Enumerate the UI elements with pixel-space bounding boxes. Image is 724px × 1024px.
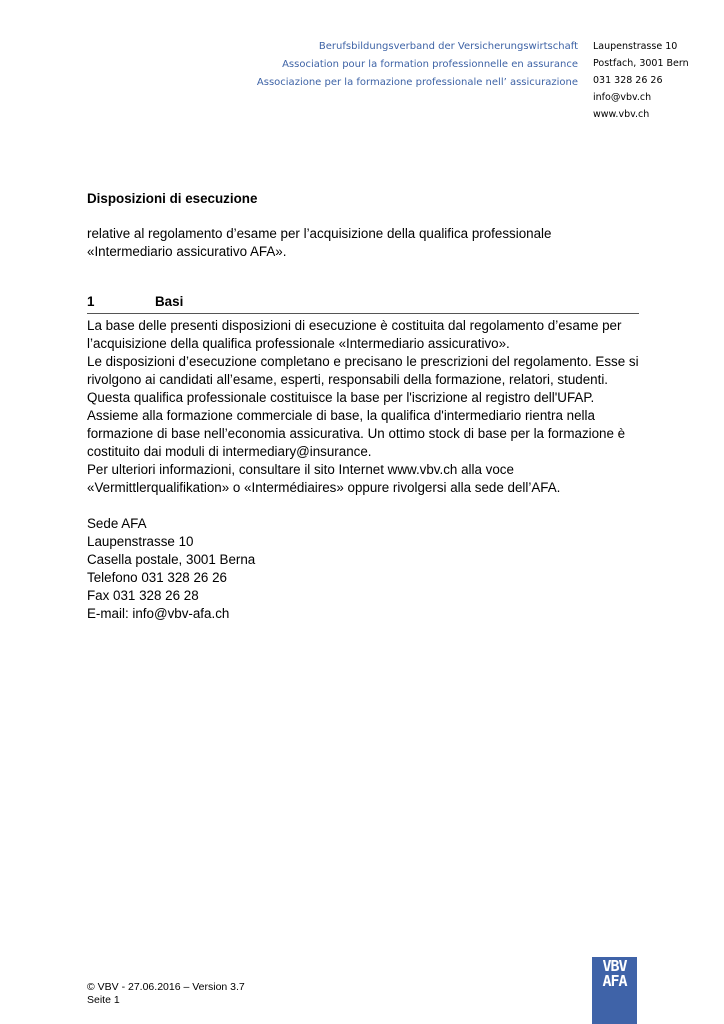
subtitle-line: «Intermediario assicurativo AFA».	[87, 244, 287, 259]
contact-website: www.vbv.ch	[593, 109, 650, 120]
contact-info	[593, 38, 689, 123]
section-number: 1	[87, 294, 95, 309]
section-heading	[87, 293, 639, 314]
paragraph	[87, 353, 639, 389]
office-fax: Fax 031 328 26 28	[87, 588, 199, 603]
document-body	[87, 190, 639, 623]
paragraph-line: La base delle presenti disposizioni di esecuzione è costituita dal regolamento d’esame per	[87, 318, 622, 333]
paragraph	[87, 461, 639, 497]
paragraph-line: Le disposizioni d’esecuzione completano e precisano le prescrizioni del regolamento. Esse si	[87, 354, 639, 369]
organization-names	[257, 38, 578, 92]
paragraph-line: formazione di base nell’economia assicurativa. Un ottimo stock di base per la formazione è	[87, 426, 626, 441]
office-street: Laupenstrasse 10	[87, 534, 194, 549]
paragraph-line: Per ulteriori informazioni, consultare il sito Internet www.vbv.ch alla voce	[87, 462, 514, 477]
office-phone: Telefono 031 328 26 26	[87, 570, 227, 585]
paragraph-line: costituito dai moduli di intermediary@insurance.	[87, 444, 372, 459]
paragraph-line: Questa qualifica professionale costituisce la base per l'iscrizione al registro dell'UFAP.	[87, 390, 595, 405]
section-title: Basi	[155, 294, 184, 309]
contact-street: Laupenstrasse 10	[593, 41, 678, 52]
office-email: E-mail: info@vbv-afa.ch	[87, 606, 230, 621]
paragraph-line: Assieme alla formazione commerciale di base, la qualifica d'intermediario rientra nella	[87, 408, 595, 423]
subtitle-line: relative al regolamento d’esame per l’acquisizione della qualifica professionale	[87, 226, 552, 241]
document-title: Disposizioni di esecuzione	[87, 191, 258, 206]
office-postbox: Casella postale, 3001 Berna	[87, 552, 256, 567]
org-name-de: Berufsbildungsverband der Versicherungswirtschaft	[318, 41, 578, 52]
footer-version: © VBV - 27.06.2016 – Version 3.7	[87, 981, 245, 993]
paragraph-line: rivolgono ai candidati all’esame, esperti, responsabili della formazione, relatori, studenti.	[87, 372, 609, 387]
contact-email: info@vbv.ch	[593, 92, 652, 103]
paragraph	[87, 389, 639, 461]
document-subtitle	[87, 225, 639, 261]
logo-text-afa: AFA	[602, 972, 627, 990]
office-name: Sede AFA	[87, 516, 147, 531]
footer-page-number: Seite 1	[87, 994, 120, 1006]
office-address	[87, 515, 639, 623]
contact-phone: 031 328 26 26	[593, 75, 663, 86]
vbv-afa-logo	[592, 957, 637, 1024]
org-name-it: Associazione per la formazione professionale nell’ assicurazione	[256, 77, 578, 88]
logo-text-vbv: VBV	[602, 957, 627, 975]
contact-postbox: Postfach, 3001 Bern	[593, 58, 689, 69]
paragraph-line: l’acquisizione della qualifica professionale «Intermediario assicurativo».	[87, 336, 510, 351]
paragraph-line: «Vermittlerqualifikation» o «Intermédiaires» oppure rivolgersi alla sede dell’AFA.	[87, 480, 561, 495]
paragraph	[87, 317, 639, 353]
page-footer	[87, 981, 245, 1007]
org-name-fr: Association pour la formation professionnelle en assurance	[282, 59, 578, 70]
